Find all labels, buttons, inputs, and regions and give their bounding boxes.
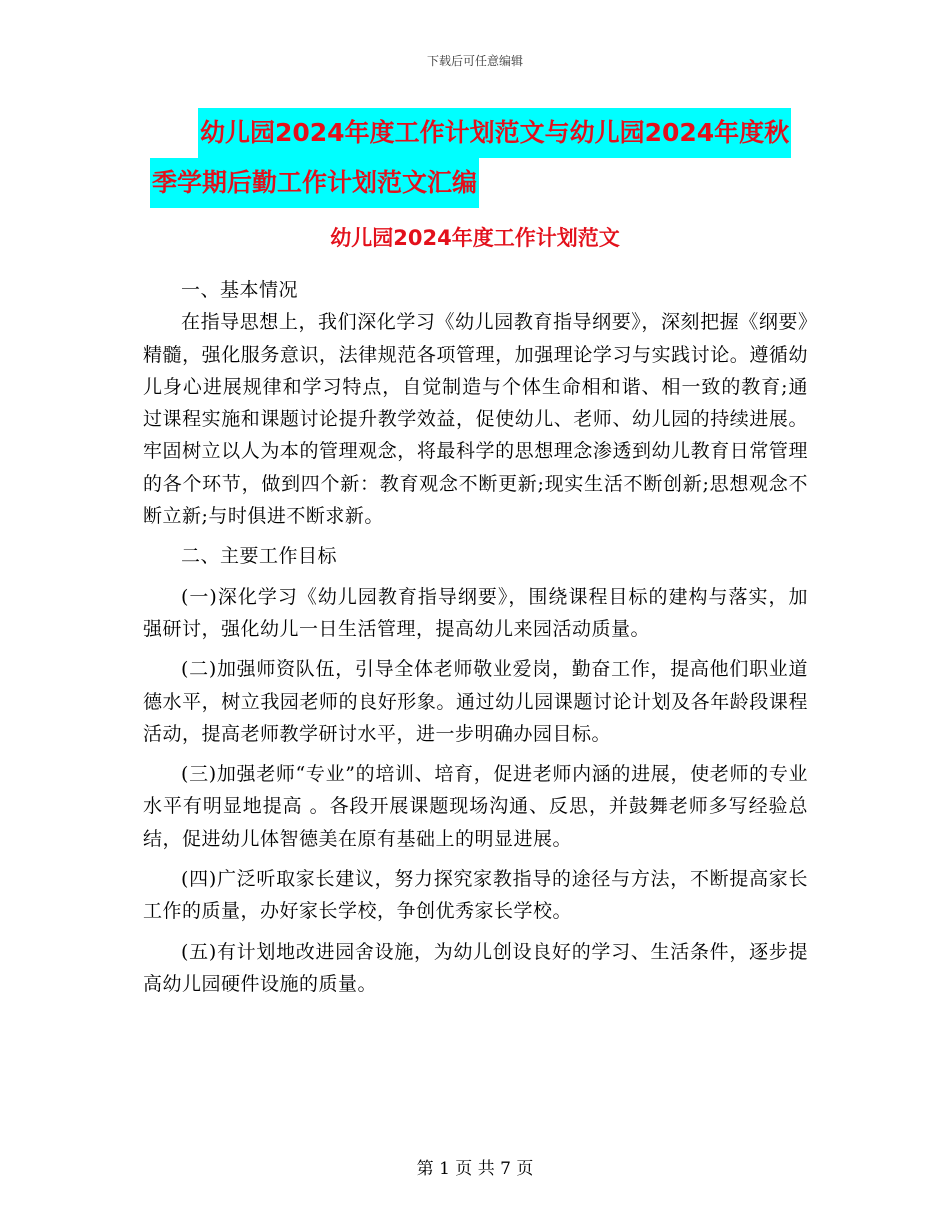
page-number-footer: 第 1 页 共 7 页 <box>416 1159 534 1179</box>
section-title: 幼儿园2024年度工作计划范文 <box>330 226 620 250</box>
heading-main-goals: 二、主要工作目标 <box>181 545 338 568</box>
document-title <box>150 108 800 208</box>
document-title-line-2: 季学期后勤工作计划范文汇编 <box>150 158 479 208</box>
paragraph-guiding-thought: 在指导思想上，我们深化学习《幼儿园教育指导纲要》，深刻把握《纲要》精髓，强化服务意识，法律规范各项管理，加强理论学习与实践讨论。遵循幼儿身心进展规律和学习特点，自觉制造与个体生命相和谐、相一致的教育;通过课程实施和课题讨论提升教学效益，促使幼儿、老师、幼儿园的持续进展。牢固树立以人为本的管理观念，将最科学的思想理念渗透到幼儿教育日常管理的各个环节，做到四个新：教育观念不断更新;现实生活不断创新;思想观念不断立新;与时俱进不断求新。 <box>143 311 808 528</box>
paragraph-goal-1: (一)深化学习《幼儿园教育指导纲要》，围绕课程目标的建构与落实，加强研讨，强化幼儿一日生活管理，提高幼儿来园活动质量。 <box>143 585 808 640</box>
paragraph-goal-4: (四)广泛听取家长建议，努力探究家教指导的途径与方法，不断提高家长工作的质量，办好家长学校，争创优秀家长学校。 <box>143 868 808 923</box>
paragraph-goal-3: (三)加强老师“专业”的培训、培育，促进老师内涵的进展，使老师的专业水平有明显地提高 。各段开展课题现场沟通、反思，并鼓舞老师多写经验总结，促进幼儿体智德美在原有基础上的明显进展。 <box>143 763 808 850</box>
paragraph-goal-2: (二)加强师资队伍，引导全体老师敬业爱岗，勤奋工作，提高他们职业道德水平，树立我园老师的良好形象。通过幼儿园课题讨论计划及各年龄段课程活动，提高老师教学研讨水平，进一步明确办园目标。 <box>143 658 808 745</box>
heading-basic-situation: 一、基本情况 <box>181 279 299 301</box>
paragraph-goal-5: (五)有计划地改进园舍设施，为幼儿创设良好的学习、生活条件，逐步提高幼儿园硬件设施的质量。 <box>143 940 808 995</box>
header-note: 下载后可任意编辑 <box>426 54 523 68</box>
document-title-line-1: 幼儿园2024年度工作计划范文与幼儿园2024年度秋 <box>198 108 791 158</box>
document-body <box>143 274 808 1000</box>
